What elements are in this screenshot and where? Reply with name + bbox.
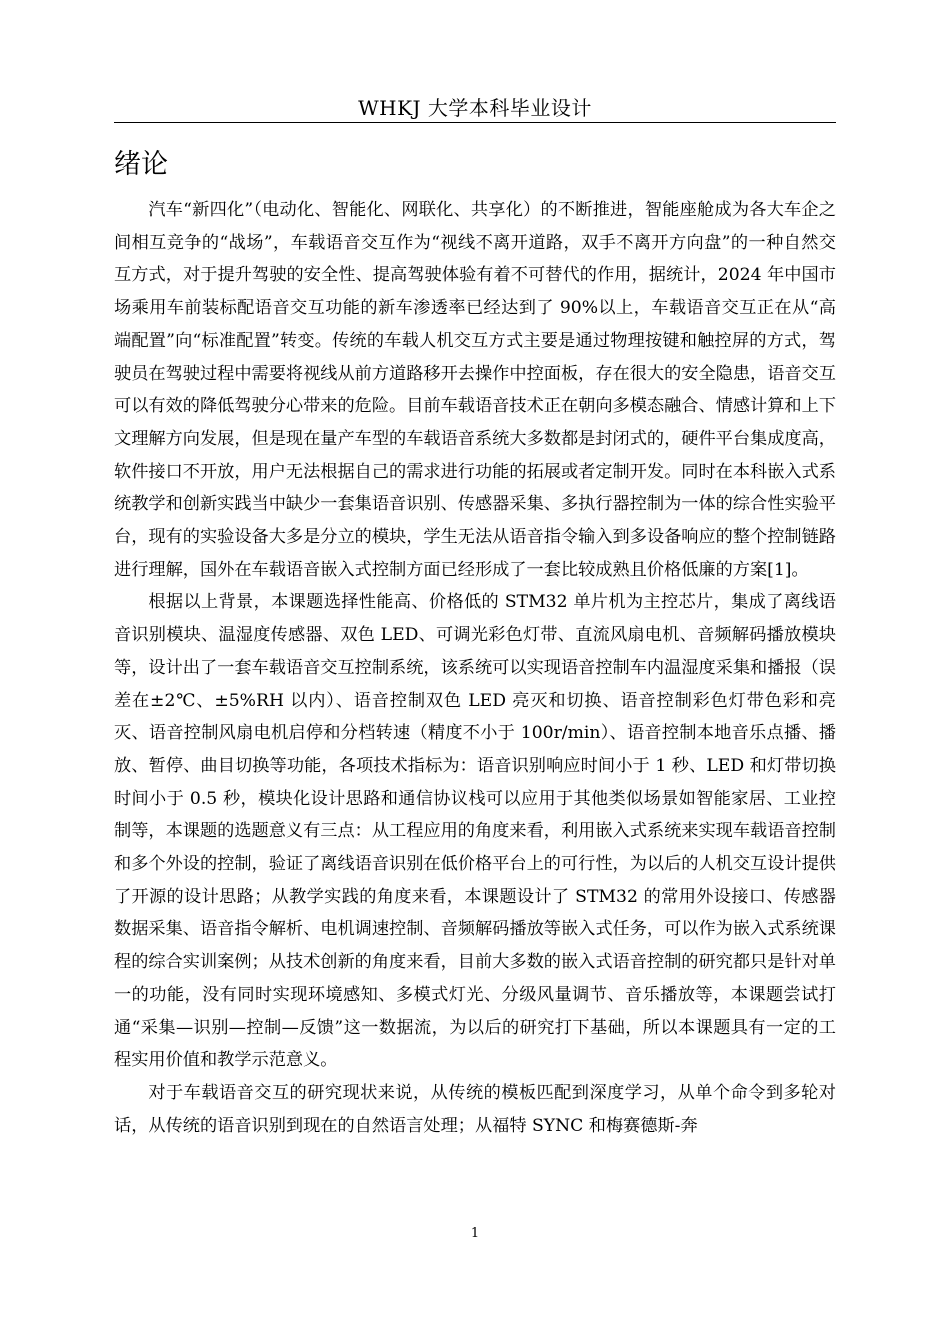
header-rule xyxy=(114,122,836,123)
page-header: WHKJ 大学本科毕业设计 xyxy=(358,96,592,120)
chapter-title: 绪论 xyxy=(114,149,168,180)
page-number: 1 xyxy=(470,1226,480,1241)
paragraph: 汽车“新四化”（电动化、智能化、网联化、共享化）的不断推进，智能座舱成为各大车企之间相互竞争的“战场”，车载语音交互作为“视线不离开道路，双手不离开方向盘”的一种自然交互方式，对于提升驾驶的安全性、提高驾驶体验有着不可替代的作用，据统计，2024 年中国市场乘用车前装标配语音交互功能的新车渗透率已经达到了 90%以上，车载语音交互正在从“高端配置”向“标准配置”转变。传统的车载人机交互方式主要是通过物理按键和触控屏的方式，驾驶员在驾驶过程中需要将视线从前方道路移开去操作中控面板，存在很大的安全隐患，语音交互可以有效的降低驾驶分心带来的危险。目前车载语音技术正在朝向多模态融合、情感计算和上下文理解方向发展，但是现在量产车型的车载语音系统大多数都是封闭式的，硬件平台集成度高，软件接口不开放，用户无法根据自己的需求进行功能的拓展或者定制开发。同时在本科嵌入式系统教学和创新实践当中缺少一套集语音识别、传感器采集、多执行器控制为一体的综合性实验平台，现有的实验设备大多是分立的模块，学生无法从语音指令输入到多设备响应的整个控制链路进行理解，国外在车载语音嵌入式控制方面已经形成了一套比较成熟且价格低廉的方案[1]。 xyxy=(114,200,836,580)
paragraph: 根据以上背景，本课题选择性能高、价格低的 STM32 单片机为主控芯片，集成了离线语音识别模块、温湿度传感器、双色 LED、可调光彩色灯带、直流风扇电机、音频解码播放模块等，设计出了一套车载语音交互控制系统，该系统可以实现语音控制车内温湿度采集和播报（误差在±2℃、±5%RH 以内）、语音控制双色 LED 亮灭和切换、语音控制彩色灯带色彩和亮灭、语音控制风扇电机启停和分档转速（精度不小于 100r/min）、语音控制本地音乐点播、播放、暂停、曲目切换等功能，各项技术指标为：语音识别响应时间小于 1 秒、LED 和灯带切换时间小于 0.5 秒，模块化设计思路和通信协议栈可以应用于其他类似场景如智能家居、工业控制等，本课题的选题意义有三点：从工程应用的角度来看，利用嵌入式系统来实现车载语音控制和多个外设的控制，验证了离线语音识别在低价格平台上的可行性，为以后的人机交互设计提供了开源的设计思路；从教学实践的角度来看，本课题设计了 STM32 的常用外设接口、传感器数据采集、语音指令解析、电机调速控制、音频解码播放等嵌入式任务，可以作为嵌入式系统课程的综合实训案例；从技术创新的角度来看，目前大多数的嵌入式语音控制的研究都只是针对单一的功能，没有同时实现环境感知、多模式灯光、分级风量调节、音乐播放等，本课题尝试打通“采集—识别—控制—反馈”这一数据流，为以后的研究打下基础，所以本课题具有一定的工程实用价值和教学示范意义。 xyxy=(114,592,836,1071)
body-text xyxy=(114,194,836,1142)
paragraph: 对于车载语音交互的研究现状来说，从传统的模板匹配到深度学习，从单个命令到多轮对话，从传统的语音识别到现在的自然语言处理；从福特 SYNC 和梅赛德斯-奔 xyxy=(114,1082,836,1136)
